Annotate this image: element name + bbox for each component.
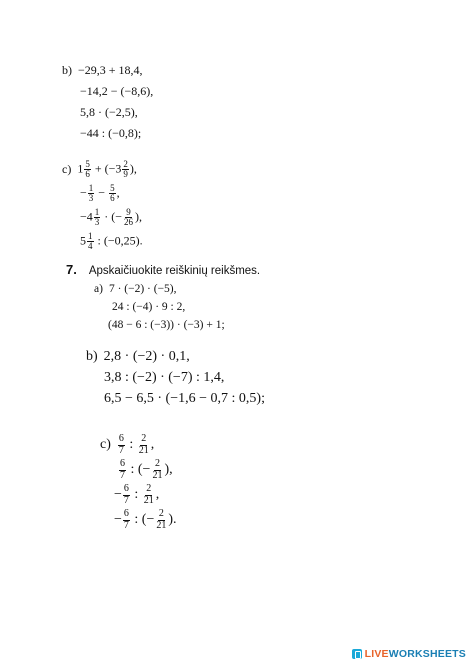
numerator: 2 [154, 458, 160, 469]
numerator: 5 [110, 183, 115, 193]
denominator: 6 [110, 193, 115, 204]
expression: −44 : (−0,8); [80, 126, 142, 140]
ex7-a-line-1 [94, 284, 177, 296]
whole-part: −4 [80, 209, 93, 224]
tail: ). [168, 512, 177, 528]
numerator: 5 [85, 159, 90, 169]
logo-text [365, 648, 466, 660]
ex7-c-line-2 [118, 459, 173, 481]
section-c-line-3 [80, 208, 142, 228]
section-b-line-3 [80, 106, 138, 118]
numerator: 6 [123, 483, 129, 494]
fraction [123, 509, 130, 531]
operator: − [98, 185, 106, 200]
exercise-7-heading [66, 262, 260, 277]
denominator: 21 [156, 519, 167, 531]
numerator: 1 [94, 207, 100, 217]
fraction [118, 434, 125, 456]
operator: · (− [104, 209, 123, 224]
tail: , [116, 185, 120, 200]
operator: : [129, 437, 134, 453]
tail: , [155, 487, 160, 503]
denominator: 21 [138, 444, 149, 456]
expression: (48 − 6 : (−3)) · (−3) + 1; [108, 319, 225, 331]
denominator: 9 [123, 169, 128, 180]
logo-text-worksheets: WORKSHEETS [388, 648, 466, 660]
numerator: 1 [88, 183, 94, 193]
ex7-c-label: c) [100, 437, 111, 453]
ex7-b-line-1 [86, 350, 190, 364]
ex7-c-line-3 [114, 484, 159, 506]
operator: : (− [130, 462, 151, 478]
liveworksheets-logo[interactable] [352, 647, 466, 661]
fraction [151, 459, 163, 481]
section-b-line-2 [80, 85, 153, 97]
section-b-label: b) [62, 63, 72, 77]
expression: 6,5 − 6,5 · (−1,6 − 0,7 : 0,5); [104, 391, 265, 406]
expression: 3,8 : (−2) · (−7) : 1,4, [104, 370, 225, 385]
denominator: 4 [88, 241, 93, 252]
operator: : (− [134, 512, 155, 528]
fraction [87, 232, 94, 252]
sign: − [114, 487, 122, 503]
section-b-line-4 [80, 127, 141, 139]
expression: 5,8 · (−2,5), [80, 105, 138, 119]
ex7-a-label: a) [94, 283, 103, 295]
sign: − [80, 185, 87, 200]
expression: 7 · (−2) · (−5), [108, 283, 177, 295]
ex7-c-line-4 [114, 509, 177, 531]
fraction [138, 434, 150, 456]
numerator: 2 [123, 159, 128, 169]
numerator: 2 [146, 483, 152, 494]
denominator: 6 [85, 169, 90, 180]
tail: : (−0,25). [97, 233, 143, 248]
fraction [123, 208, 134, 228]
section-c-line-4 [80, 232, 143, 252]
numerator: 6 [123, 508, 129, 519]
tail: ), [135, 209, 143, 224]
denominator: 21 [152, 469, 163, 481]
numerator: 2 [158, 508, 164, 519]
operator: + (−3 [94, 161, 122, 176]
worksheet-icon [352, 649, 362, 659]
denominator: 7 [118, 444, 124, 456]
section-c-line-1 [62, 160, 137, 180]
sign: − [114, 512, 122, 528]
expression: 2,8 · (−2) · 0,1, [103, 349, 190, 364]
numerator: 6 [120, 458, 125, 469]
denominator: 26 [124, 217, 134, 228]
whole-part: 5 [80, 233, 86, 248]
denominator: 7 [123, 519, 129, 531]
denominator: 3 [94, 217, 100, 228]
expression: −29,3 + 18,4, [78, 63, 143, 77]
denominator: 7 [123, 494, 129, 506]
ex7-b-label: b) [86, 349, 98, 364]
ex7-a-line-2 [112, 302, 185, 314]
section-b-line-1 [62, 64, 143, 76]
tail: , [150, 437, 155, 453]
fraction [88, 184, 95, 204]
numerator: 2 [141, 433, 147, 444]
fraction [94, 208, 101, 228]
fraction [119, 459, 126, 481]
tail: ), [129, 161, 137, 176]
logo-text-live: LIVE [364, 648, 389, 660]
ex7-a-line-3 [108, 320, 225, 332]
exercise-instruction: Apskaičiuokite reiškinių reikšmes. [88, 265, 261, 277]
expression: 24 : (−4) · 9 : 2, [112, 301, 186, 313]
exercise-number: 7. [66, 262, 77, 277]
fraction [109, 184, 116, 204]
fraction [122, 160, 129, 180]
denominator: 3 [88, 193, 94, 204]
ex7-c-line-1 [100, 434, 154, 456]
section-c-label: c) [62, 161, 72, 176]
tail: ), [164, 462, 173, 478]
ex7-b-line-3 [104, 392, 265, 406]
fraction [84, 160, 91, 180]
section-c-line-2 [80, 184, 120, 204]
numerator: 1 [88, 231, 93, 241]
numerator: 9 [126, 207, 131, 217]
numerator: 6 [118, 433, 124, 444]
whole-part: 1 [77, 161, 84, 176]
denominator: 7 [120, 469, 125, 481]
fraction [123, 484, 130, 506]
expression: −14,2 − (−8,6), [80, 84, 154, 98]
denominator: 21 [143, 494, 154, 506]
fraction [143, 484, 155, 506]
operator: : [134, 487, 139, 503]
fraction [155, 509, 167, 531]
ex7-b-line-2 [104, 371, 224, 385]
